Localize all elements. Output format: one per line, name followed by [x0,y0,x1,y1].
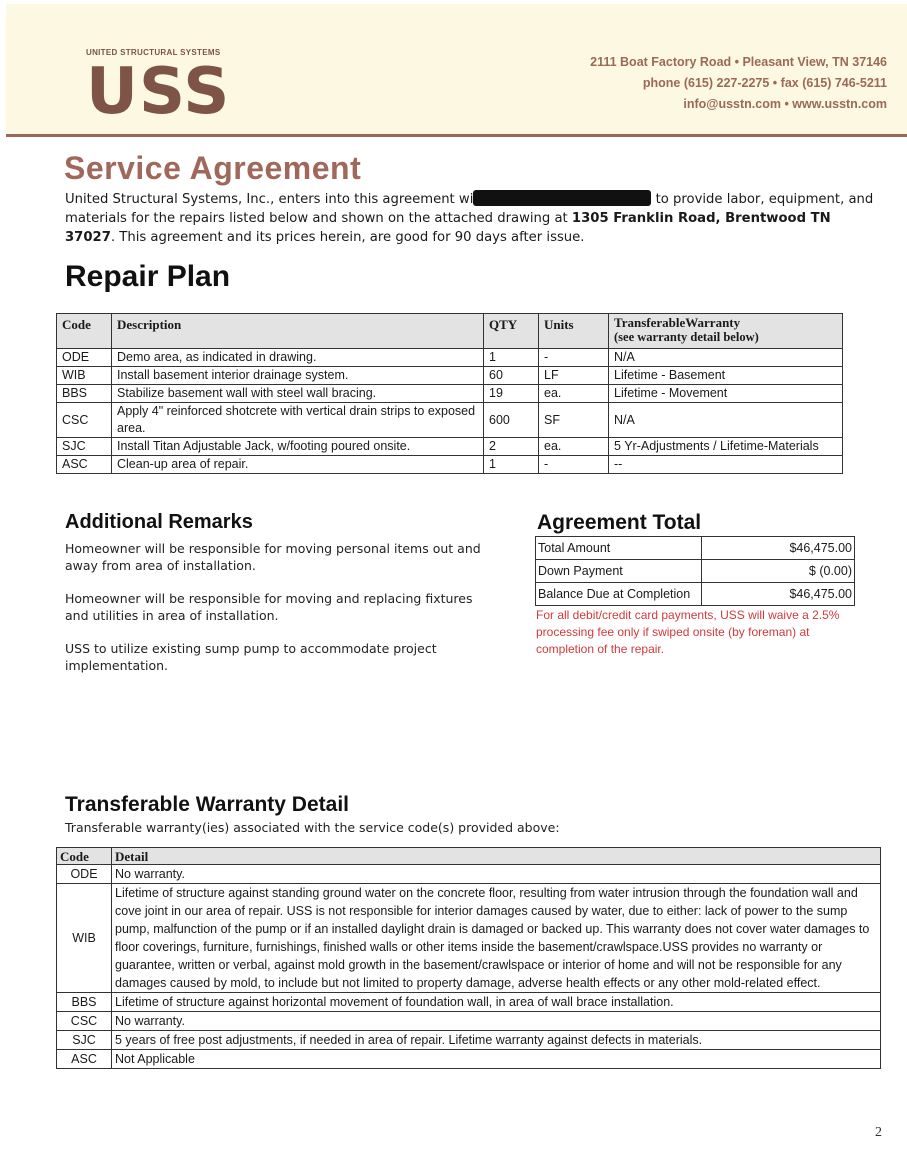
warranty-header-label: TransferableWarranty [614,315,741,330]
table-row [57,403,843,438]
cell-detail: Not Applicable [112,1050,881,1069]
cell-qty: 2 [484,438,539,456]
total-value: $46,475.00 [702,537,855,560]
job-address: 1305 Franklin Road, Brentwood TN 37027 [65,211,831,245]
table-row [57,456,843,474]
cell-warranty: N/A [609,349,843,367]
cell-code: SJC [57,438,112,456]
cell-detail: Lifetime of structure against horizontal movement of foundation wall, in area of wall brace installation. [112,993,881,1012]
table-row [57,993,881,1012]
page-title: Service Agreement [64,150,362,186]
redacted-name [473,190,651,206]
col-header-detail: Detail [112,848,881,865]
cell-units: ea. [539,385,609,403]
warranty-header-sub: (see warranty detail below) [614,330,759,344]
remarks-heading: Additional Remarks [65,511,253,533]
cell-units: - [539,349,609,367]
contact-block [590,52,887,115]
cell-qty: 60 [484,367,539,385]
cell-code: CSC [57,403,112,438]
cell-code: CSC [57,1012,112,1031]
table-row [57,438,843,456]
intro-paragraph [65,190,875,247]
col-header-units: Units [539,314,609,349]
logo-company-name: UNITED STRUCTURAL SYSTEMS [86,48,221,57]
agreement-total-heading: Agreement Total [537,511,702,534]
warranty-heading: Transferable Warranty Detail [65,793,349,816]
cell-units: SF [539,403,609,438]
col-header-warranty [609,314,843,349]
total-value: $ (0.00) [702,560,855,583]
total-row [536,537,855,560]
cell-warranty: 5 Yr-Adjustments / Lifetime-Materials [609,438,843,456]
cell-warranty: -- [609,456,843,474]
cell-detail: No warranty. [112,1012,881,1031]
table-header-row [57,314,843,349]
remark-item: Homeowner will be responsible for moving and replacing fixtures and utilities in area of installation. [65,591,473,623]
cell-detail: Lifetime of structure against standing ground water on the concrete floor, resulting from water intrusion through the foundation wall and cove joint in our area of repair. USS is not responsible for interior damages caused by water, due to either: lack of power to the sump pump, malfunction of the pump or if an installed daylight drain is damaged or backed up. This warranty does not cover water damages to floor coverings, furniture, furnishings, finished walls or other items inside the basement/crawlspace.USS provides no warranty or guarantee, written or verbal, against mold growth in the basement/crawlspace or interior of home and will not be responsible for any damages caused by mold, to include but not limited to property damage, adverse health effects or any other mold-related effect. [112,884,881,993]
cell-code: WIB [57,367,112,385]
warranty-detail-table [56,847,881,1069]
cell-description: Demo area, as indicated in drawing. [112,349,484,367]
intro-text-1: United Structural Systems, Inc., enters into this agreement wi [65,192,474,207]
total-label: Total Amount [536,537,702,560]
logo-uss: USS [86,55,231,129]
cell-code: ASC [57,1050,112,1069]
table-row [57,865,881,884]
intro-text-2: to provide labor, equipment, and materials for the repairs listed below and shown on the attached drawing at [65,192,874,226]
agreement-total-table [535,536,855,606]
letterhead [6,4,907,137]
cell-qty: 1 [484,349,539,367]
phone-line: phone (615) 227-2275 • fax (615) 746-5211 [642,76,887,90]
table-row [57,1012,881,1031]
cell-warranty: Lifetime - Movement [609,385,843,403]
cell-description: Stabilize basement wall with steel wall bracing. [112,385,484,403]
cell-units: - [539,456,609,474]
cell-warranty: N/A [609,403,843,438]
col-header-description: Description [112,314,484,349]
col-header-code: Code [57,314,112,349]
table-row [57,367,843,385]
cell-code: WIB [57,884,112,993]
cell-code: BBS [57,993,112,1012]
card-fee-note: For all debit/credit card payments, USS will waive a 2.5% processing fee only if swiped onsite (by foreman) at completion of the repair. [536,608,840,656]
table-row [57,349,843,367]
cell-detail: 5 years of free post adjustments, if needed in area of repair. Lifetime warranty against defects in materials. [112,1031,881,1050]
address-line: 2111 Boat Factory Road • Pleasant View, TN 37146 [590,55,887,69]
cell-warranty: Lifetime - Basement [609,367,843,385]
col-header-qty: QTY [484,314,539,349]
remark-item: Homeowner will be responsible for moving personal items out and away from area of installation. [65,541,481,573]
table-row [57,1031,881,1050]
total-label: Balance Due at Completion [536,583,702,606]
cell-code: ODE [57,865,112,884]
remark-item: USS to utilize existing sump pump to accommodate project implementation. [65,641,437,673]
cell-qty: 19 [484,385,539,403]
cell-qty: 600 [484,403,539,438]
cell-units: ea. [539,438,609,456]
table-row [57,884,881,993]
table-header-row [57,848,881,865]
warranty-subtitle: Transferable warranty(ies) associated with the service code(s) provided above: [65,820,560,835]
cell-description: Clean-up area of repair. [112,456,484,474]
total-row [536,583,855,606]
total-label: Down Payment [536,560,702,583]
total-row [536,560,855,583]
cell-description: Install Titan Adjustable Jack, w/footing poured onsite. [112,438,484,456]
table-row [57,1050,881,1069]
repair-plan-table [56,313,843,474]
cell-description: Install basement interior drainage system. [112,367,484,385]
table-row [57,385,843,403]
cell-code: BBS [57,385,112,403]
cell-code: ASC [57,456,112,474]
cell-detail: No warranty. [112,865,881,884]
intro-text-3: . This agreement and its prices herein, are good for 90 days after issue. [110,230,585,245]
cell-code: SJC [57,1031,112,1050]
cell-units: LF [539,367,609,385]
repair-plan-heading: Repair Plan [65,260,231,293]
web-line: info@usstn.com • www.usstn.com [683,97,887,111]
cell-qty: 1 [484,456,539,474]
page-number: 2 [875,1125,882,1140]
cell-code: ODE [57,349,112,367]
col-header-code: Code [57,848,112,865]
cell-description: Apply 4" reinforced shotcrete with vertical drain strips to exposed area. [112,403,484,438]
total-value: $46,475.00 [702,583,855,606]
